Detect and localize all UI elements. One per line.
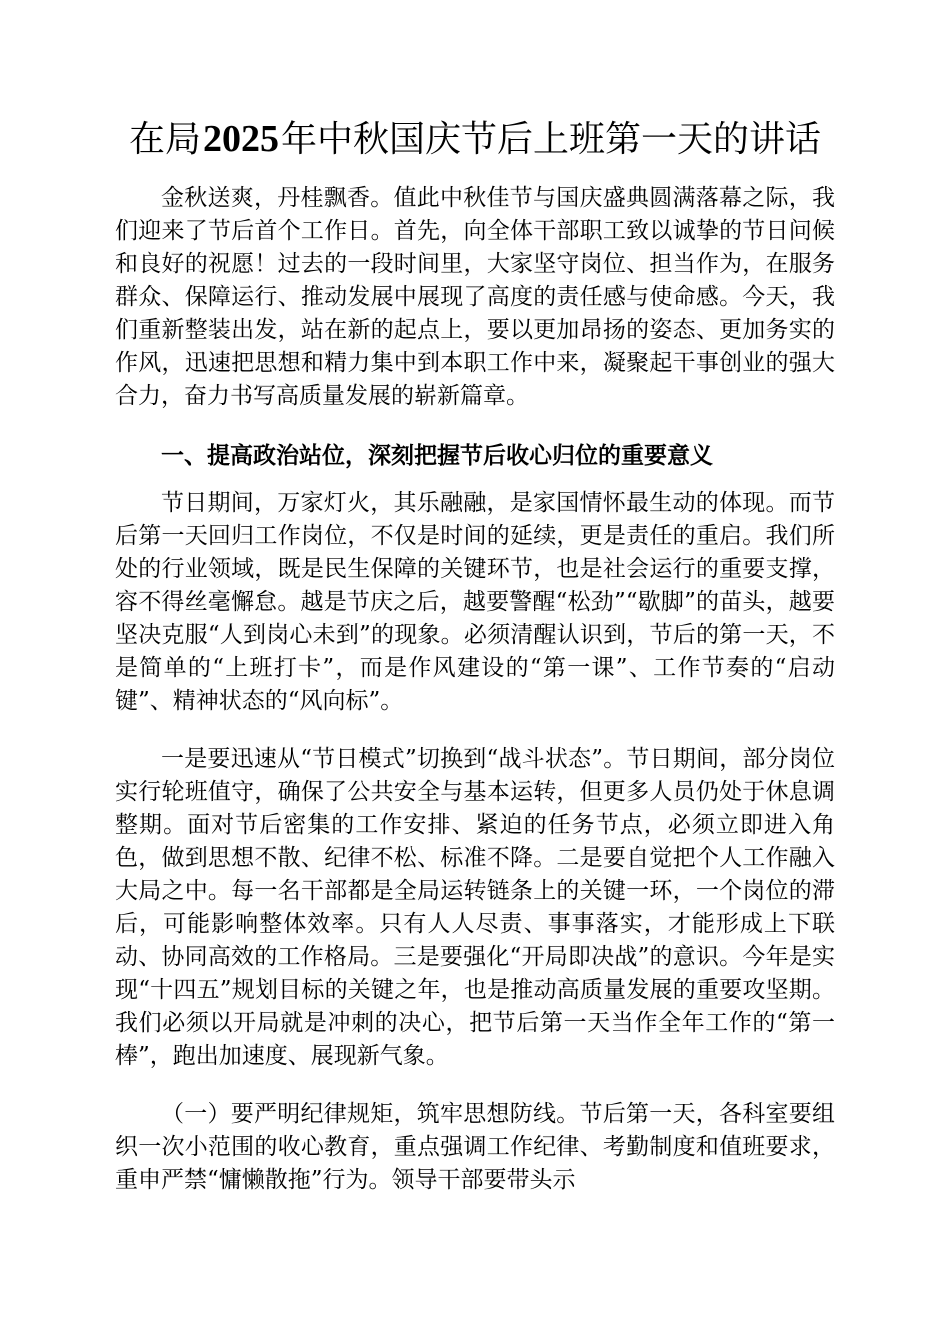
section-1-heading: 一、提高政治站位，深刻把握节后收心归位的重要意义 — [161, 443, 713, 469]
section-1-paragraph-2: 一是要迅速从“节日模式”切换到“战斗状态”。节日期间，部分岗位实行轮班值守，确保了公共安全与基本运转，但更多人员仍处于休息调整期。面对节后密集的工作安排、紧迫的任务节点，必须立即进入角色，做到思想不散、纪律不松、标准不降。二是要自觉把个人工作融入大局之中。每一名干部都是全局运转链条上的关键一环，一个岗位的滞后，可能影响整体效率。只有人人尽责、事事落实，才能形成上下联动、协同高效的工作格局。三是要强化“开局即决战”的意识。今年是实现“十四五”规划目标的关键之年，也是推动高质量发展的重要攻坚期。我们必须以开局就是冲刺的决心，把节后第一天当作全年工作的“第一棒”，跑出加速度、展现新气象。 — [115, 746, 835, 1069]
section-1-paragraph-1: 节日期间，万家灯火，其乐融融，是家国情怀最生动的体现。而节后第一天回归工作岗位，不仅是时间的延续，更是责任的重启。我们所处的行业领域，既是民生保障的关键环节，也是社会运行的重要支撑，容不得丝毫懈怠。越是节庆之后，越要警醒“松劲”“歇脚”的苗头，越要坚决克服“人到岗心未到”的现象。必须清醒认识到，节后的第一天，不是简单的“上班打卡”，而是作风建设的“第一课”、工作节奏的“启动键”、精神状态的“风向标”。 — [115, 490, 835, 714]
title-suffix: 年中秋国庆节后上班第一天的讲话 — [281, 119, 822, 160]
title-prefix: 在局 — [128, 119, 201, 160]
title-year: 2025 — [203, 118, 279, 160]
document-title — [100, 113, 850, 166]
section-1-paragraph-3: （一）要严明纪律规矩，筑牢思想防线。节后第一天，各科室要组织一次小范围的收心教育，重点强调工作纪律、考勤制度和值班要求，重申严禁“慵懒散拖”行为。领导干部要带头示 — [115, 1101, 835, 1193]
intro-paragraph: 金秋送爽，丹桂飘香。值此中秋佳节与国庆盛典圆满落幕之际，我们迎来了节后首个工作日。首先，向全体干部职工致以诚挚的节日问候和良好的祝愿！过去的一段时间里，大家坚守岗位、担当作为，在服务群众、保障运行、推动发展中展现了高度的责任感与使命感。今天，我们重新整装出发，站在新的起点上，要以更加昂扬的姿态、更加务实的作风，迅速把思想和精力集中到本职工作中来，凝聚起干事创业的强大合力，奋力书写高质量发展的崭新篇章。 — [115, 185, 835, 409]
